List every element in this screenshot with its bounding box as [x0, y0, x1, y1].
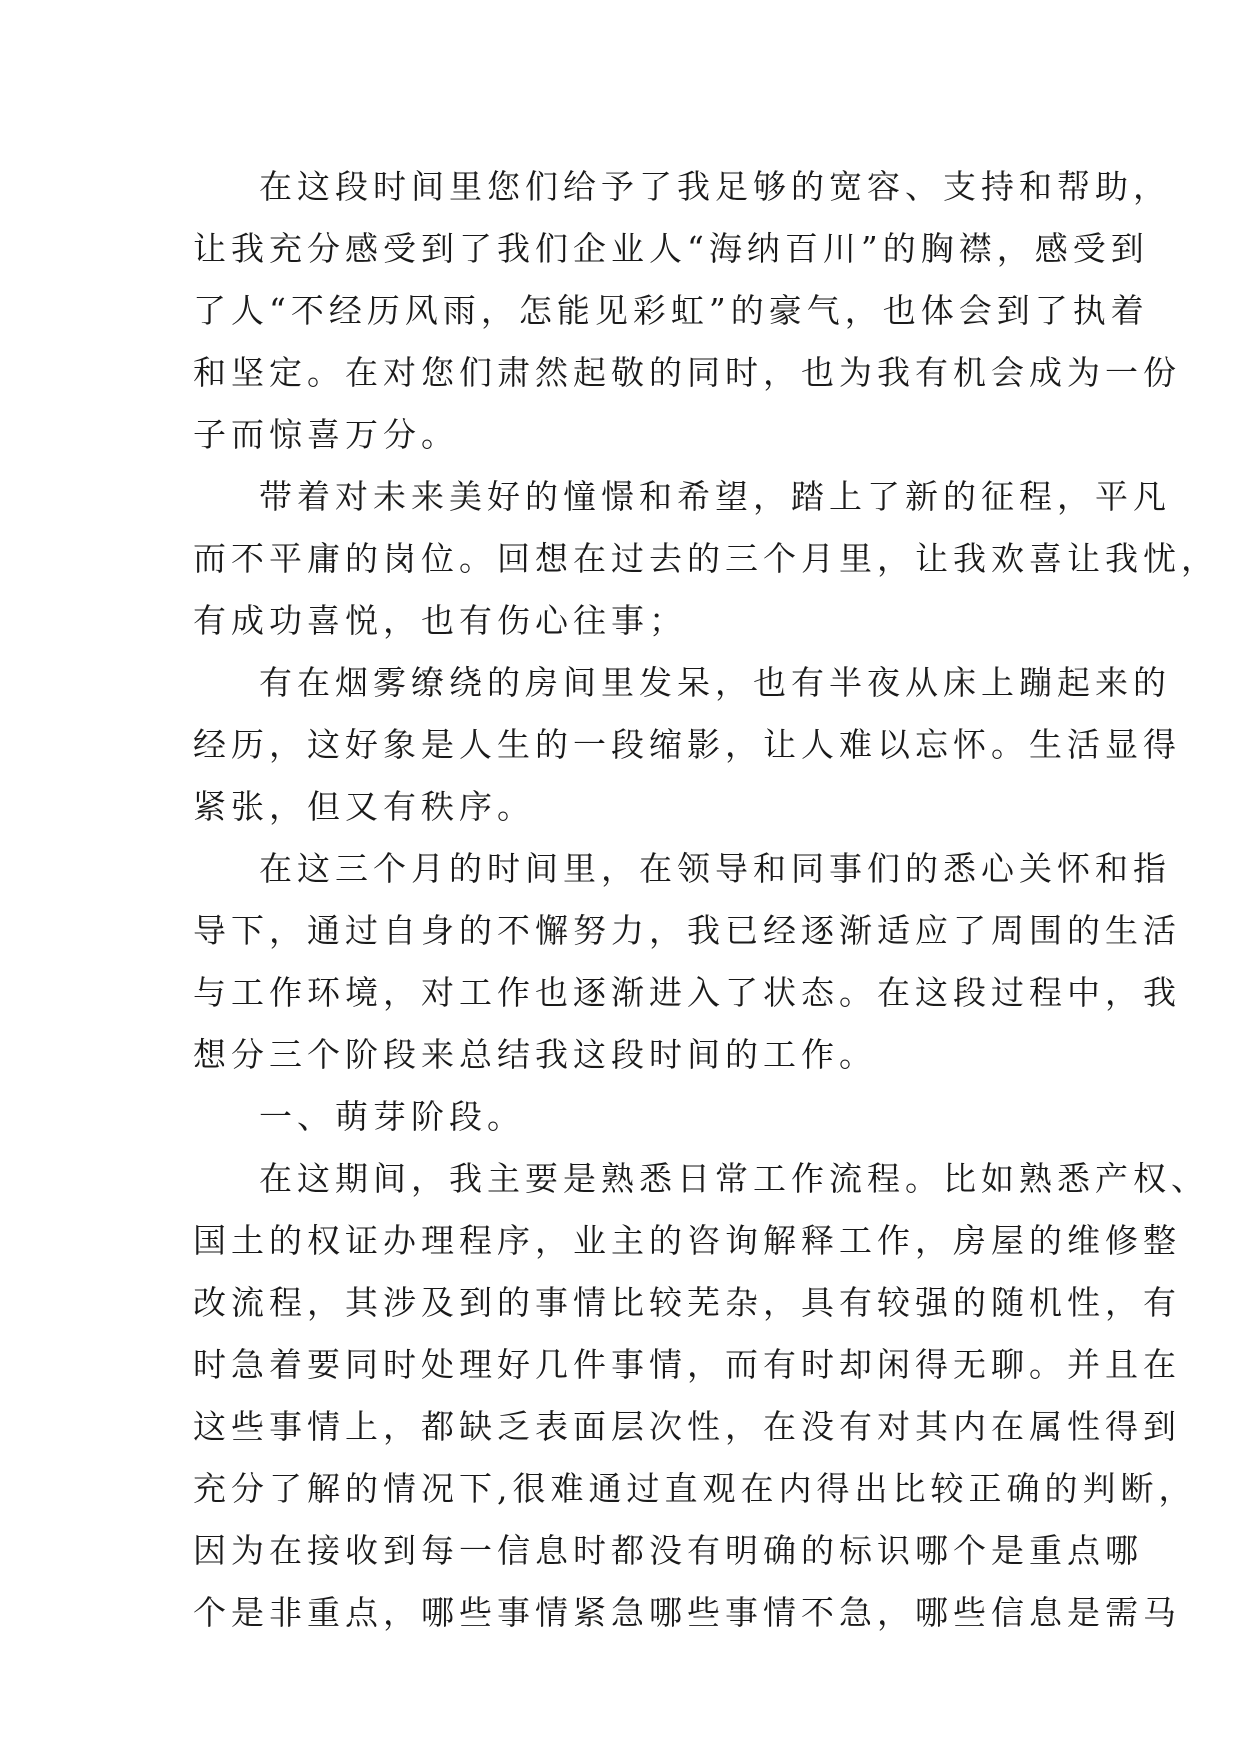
- text-line: 让我充分感受到了我们企业人“海纳百川”的胸襟，感受到: [193, 229, 1149, 268]
- text-line: 有在烟雾缭绕的房间里发呆，也有半夜从床上蹦起来的: [259, 663, 1171, 702]
- text-line: 在这三个月的时间里，在领导和同事们的悉心关怀和指: [259, 849, 1171, 888]
- text-line: 了人“不经历风雨，怎能见彩虹”的豪气，也体会到了执着: [193, 291, 1149, 330]
- text-line: 子而惊喜万分。: [193, 415, 459, 454]
- text-line: 这些事情上，都缺乏表面层次性，在没有对其内在属性得到: [193, 1407, 1181, 1446]
- section-heading: 一、萌芽阶段。: [259, 1097, 525, 1136]
- text-line: 国土的权证办理程序，业主的咨询解释工作，房屋的维修整: [193, 1221, 1181, 1260]
- text-line: 经历，这好象是人生的一段缩影，让人难以忘怀。生活显得: [193, 725, 1181, 764]
- text-line: 与工作环境，对工作也逐渐进入了状态。在这段过程中，我: [193, 973, 1181, 1012]
- text-line: 因为在接收到每一信息时都没有明确的标识哪个是重点哪: [193, 1531, 1143, 1570]
- text-line: 而不平庸的岗位。回想在过去的三个月里，让我欢喜让我忧，: [193, 539, 1219, 578]
- text-line: 在这段时间里您们给予了我足够的宽容、支持和帮助，: [259, 167, 1171, 206]
- text-line: 有成功喜悦，也有伤心往事；: [193, 601, 687, 640]
- text-line: 导下，通过自身的不懈努力，我已经逐渐适应了周围的生活: [193, 911, 1181, 950]
- text-line: 改流程，其涉及到的事情比较芜杂，具有较强的随机性，有: [193, 1283, 1181, 1322]
- text-line: 充分了解的情况下,很难通过直观在内得出比较正确的判断，: [193, 1469, 1197, 1508]
- text-line: 紧张，但又有秩序。: [193, 787, 535, 826]
- text-line: 带着对未来美好的憧憬和希望，踏上了新的征程，平凡: [259, 477, 1171, 516]
- text-line: 个是非重点，哪些事情紧急哪些事情不急，哪些信息是需马: [193, 1593, 1181, 1632]
- body-text: [193, 156, 1219, 1644]
- text-line: 时急着要同时处理好几件事情，而有时却闲得无聊。并且在: [193, 1345, 1181, 1384]
- text-line: 想分三个阶段来总结我这段时间的工作。: [193, 1035, 877, 1074]
- text-line: 和坚定。在对您们肃然起敬的同时，也为我有机会成为一份: [193, 353, 1181, 392]
- text-line: 在这期间，我主要是熟悉日常工作流程。比如熟悉产权、: [259, 1159, 1209, 1198]
